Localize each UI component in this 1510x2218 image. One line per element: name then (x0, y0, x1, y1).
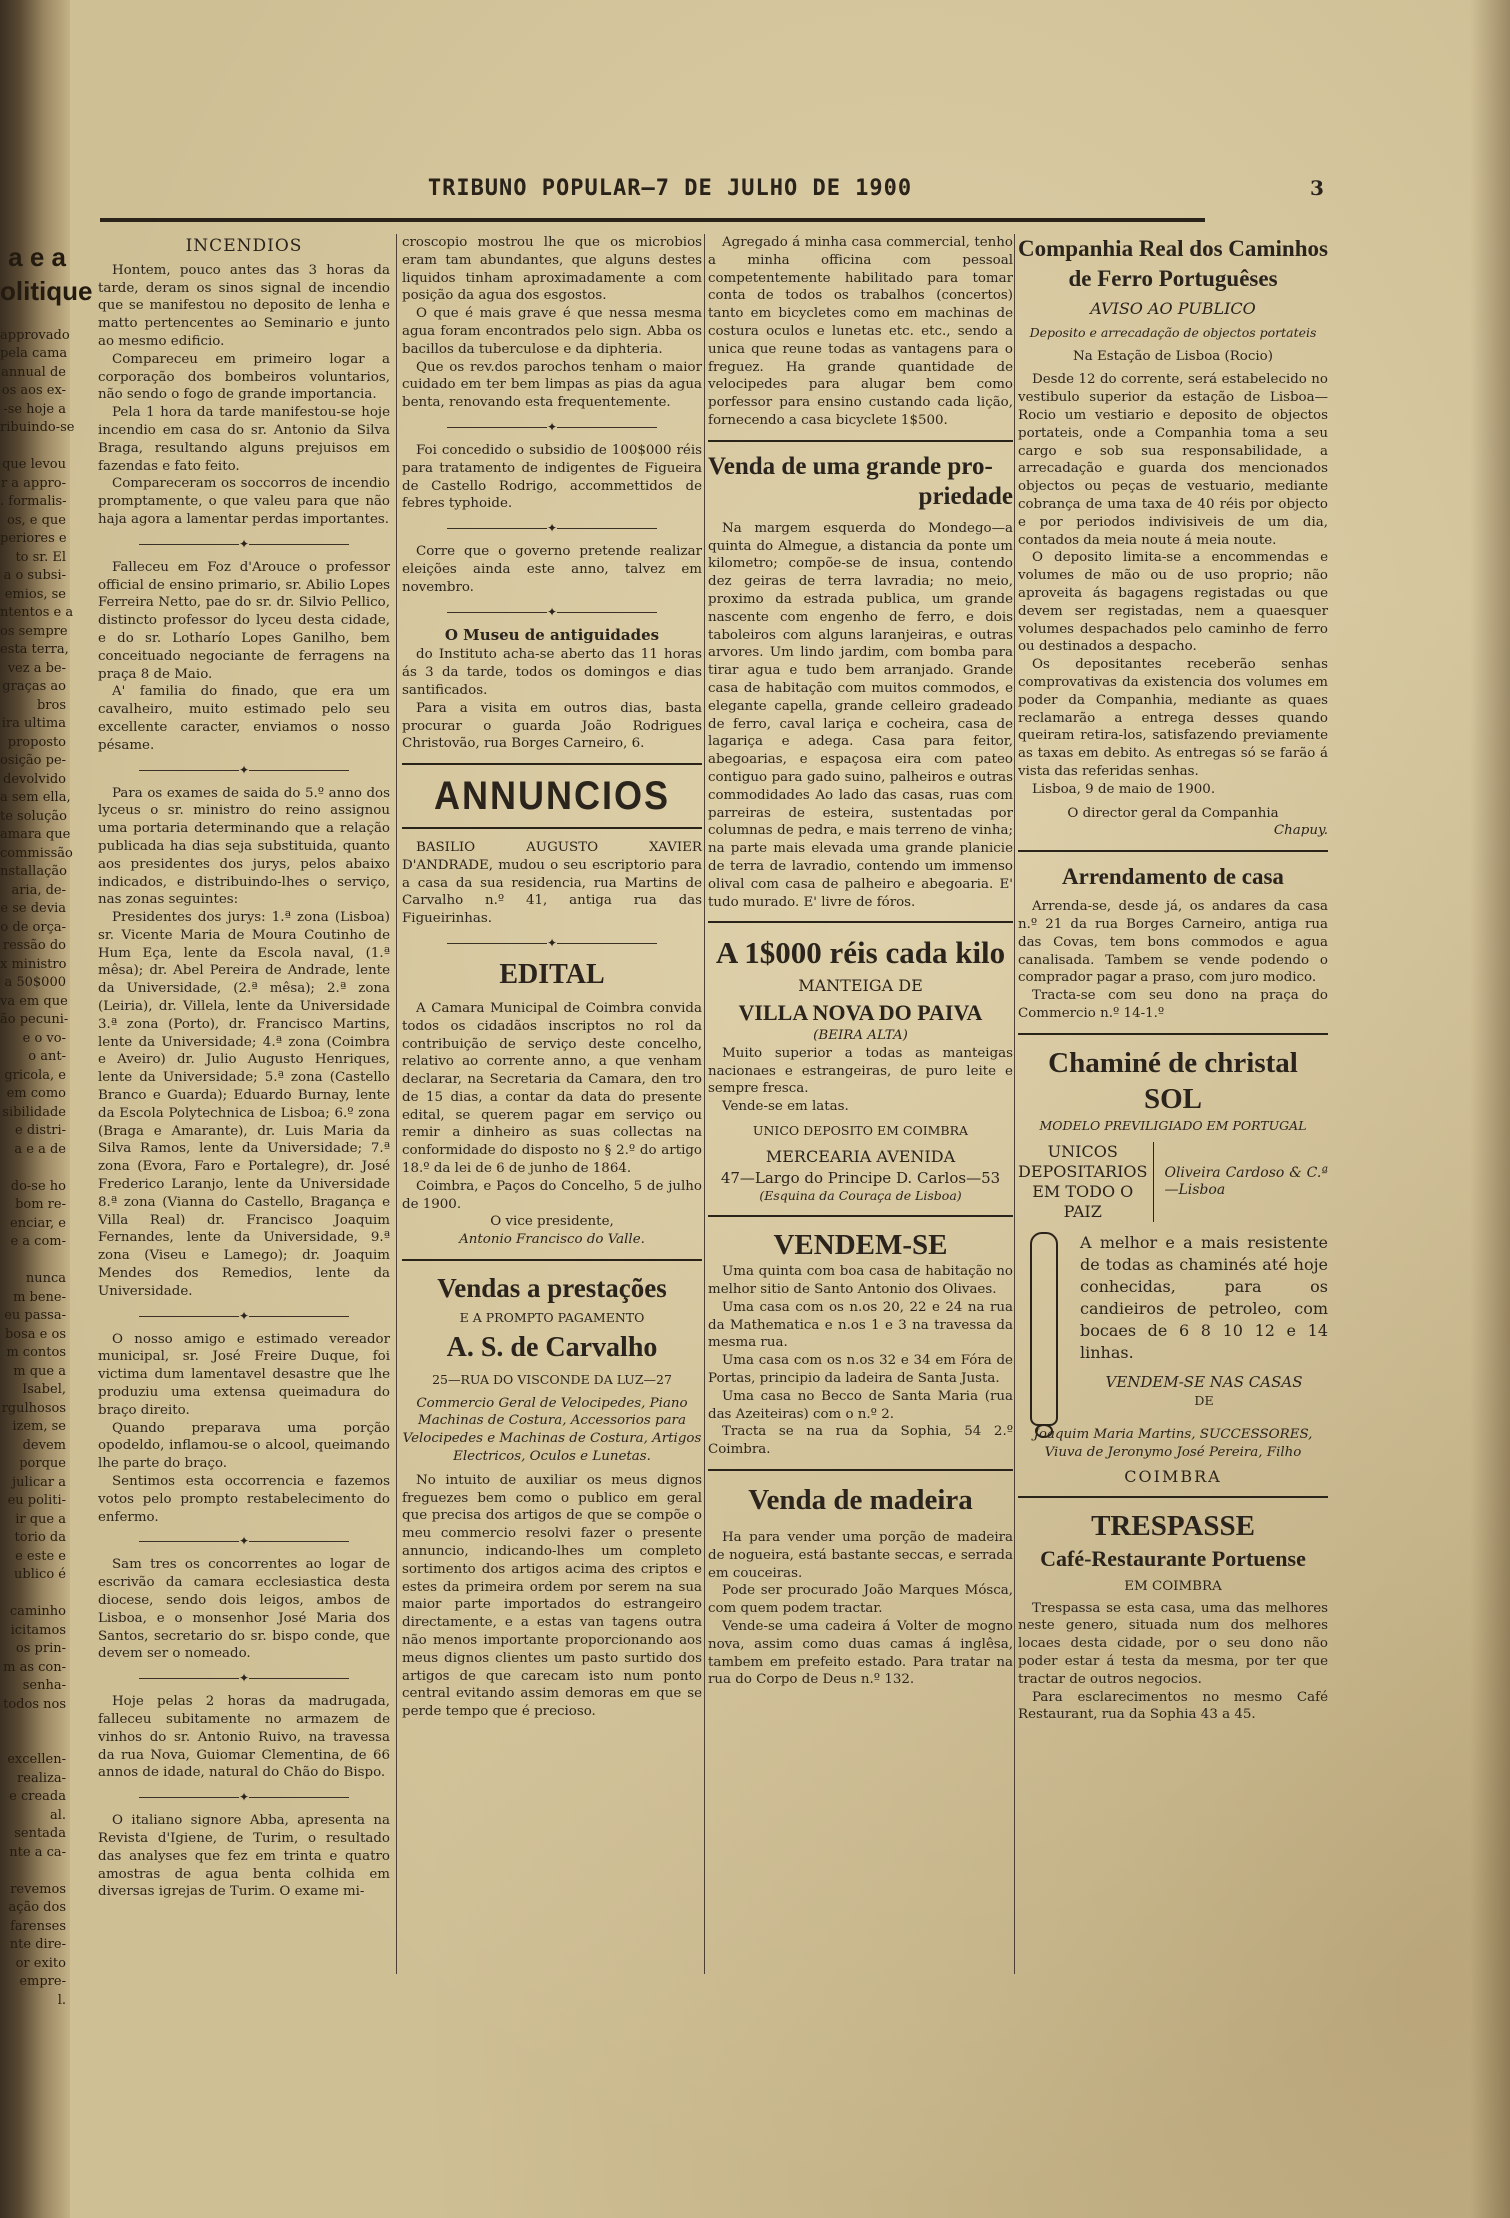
companhia-heading-2: de Ferro Portuguêses (1068, 266, 1278, 291)
edge-text-line: bros (36, 697, 66, 713)
article-paragraph: Corre que o governo pretende realizar eleições ainda este anno, talvez em novembro. (402, 544, 702, 595)
edge-text-line: do-se ho (10, 1178, 66, 1194)
edge-text-line: m as con- (3, 1659, 66, 1675)
column-4 (1018, 234, 1328, 1724)
ad-paragraph: O deposito limita-se a encommendas e volumes de mão ou de uso proprio; não aproveita ás bagagens registadas ou que devem ser registadas, nem a quaesquer volumes despachados pelo caminho de ferro ou destinados a despacho. (1018, 550, 1328, 655)
edge-text-line: proposto (7, 734, 66, 750)
edge-text-line: ressão do (2, 938, 66, 953)
edge-text-line: ntentos e a (0, 605, 74, 620)
edge-text-line: gricola, e (4, 1067, 66, 1083)
edge-text-line: sibilidade (2, 1104, 66, 1120)
article-paragraph: Para os exames de saida do 5.º anno dos lyceus o sr. ministro do reino assignou uma portaria determinando que a relação publicada ha dias seja substituida, quanto aos presidentes dos jurys, pelos abaixo indicados, e distribuindo-lhes o serviço, nas zonas seguintes: (98, 785, 390, 908)
ad-paragraph: Agregado á minha casa commercial, tenho a minha officina com pessoal competentemente habilitado para tomar conta de todos os trabalhos (concertos) tanto em bicycletes como em machinas de costura oculos e lunetas etc. etc., sendo a unica que reune todas as vantagens para o freguez. Ha grande quantidade de velocipedes para alugar bem como porfessor para ensino custando cada lição, fornecendo a casa bicyclete 1$500. (708, 235, 1013, 428)
kilo-heading: A 1$000 réis cada kilo (715, 935, 1006, 971)
edge-text-line: devem (22, 1437, 66, 1453)
edge-text-line: a sem ella, (0, 790, 71, 805)
edge-text-line: nte dire- (9, 1937, 66, 1952)
manteiga-heading: MANTEIGA DE (798, 976, 923, 996)
edge-text-line: aria, de- (11, 882, 66, 898)
column-divider (704, 234, 705, 1974)
villa-heading: VILLA NOVA DO PAIVA (738, 1000, 983, 1026)
edge-text-line: a e a (8, 242, 66, 272)
edge-text-line: devolvido (3, 771, 66, 787)
edge-text-line (0, 308, 66, 327)
unicos-line: UNICOS DEPOSITARIOS EM TODO O PAIZ (1018, 1142, 1154, 1222)
ad-paragraph: Uma casa com os n.os 32 e 34 em Fóra de Portas, principio da ladeira de Santa Justa. (708, 1353, 1013, 1387)
companhia-heading: Companhia Real dos Caminhos (1018, 236, 1328, 261)
ad-paragraph: No intuito de auxiliar os meus dignos freguezes bem como o publico em geral que precisa dos artigos de que se compõe o meu commercio resolvi fazer o presente annuncio, indicando-lhes um completo sortimento dos artigos acima des criptos e estes da primeira ordem por serem na sua maior parte importados do estrangeiro directamente, e a estas van tagens outra não menos importante proporcionando aos meus dignos clientes um pasto surtido dos artigos de que carecam isto num ponto central evitando assim demoras em que se perde tempo que é precioso. (402, 1472, 702, 1720)
carvalho-address: 25—RUA DO VISCONDE DA LUZ—27 (432, 1371, 672, 1387)
ad-paragraph: Desde 12 do corrente, será estabelecido no vestibulo superior da estação de Lisboa—Rocio um vestiario e deposito de objectos portateis, onde a Companhia toma a seu cargo e sob sua responsabilidade, a arrecadação e guarda dos mencionados objectos ou peças de vestuario, mediante cobrança de uma taxa de 40 réis por objecto e por periodos indivisiveis de um dia, contados da meia noute á meia noute. (1018, 372, 1328, 548)
separator: ✦ (402, 421, 702, 433)
ad-paragraph: BASILIO AUGUSTO XAVIER D'ANDRADE, mudou o seu escriptorio para a casa da sua residencia, rua Martins de Carvalho n.º 41, antiga rua das Figueirinhas. (402, 839, 702, 927)
edge-text-line (0, 1714, 66, 1733)
modelo-line: MODELO PREVILIGIADO EM PORTUGAL (1039, 1117, 1307, 1133)
deposito-line: UNICO DEPOSITO EM COIMBRA (752, 1123, 969, 1139)
article-paragraph: Foi concedido o subsidio de 100$000 réis para tratamento de indigentes de Figueira de Castello Rodrigo, accommettidos de febres typhoide. (402, 442, 702, 512)
beira-alta: (BEIRA ALTA) (813, 1028, 908, 1044)
edge-text-line: realiza- (17, 1770, 66, 1786)
edge-text-line: os prin- (15, 1641, 66, 1656)
section-rule (1018, 850, 1328, 852)
edge-text-line: os, e que (7, 512, 66, 528)
edge-text-line: porque (19, 1456, 66, 1471)
coimbra-line: COIMBRA (1124, 1467, 1222, 1487)
edge-text-line: bom re- (15, 1197, 66, 1212)
article-paragraph: do Instituto acha-se aberto das 11 horas ás 3 da tarde, todos os domingos e dias santificados. (402, 647, 702, 698)
edge-text-line: x ministro (0, 956, 67, 972)
edge-text-line: al. (49, 1807, 66, 1823)
ad-signature: Chapuy. (1273, 823, 1328, 839)
ad-paragraph: Tracta-se com seu dono na praça do Commercio n.º 14-1.º (1018, 988, 1328, 1021)
article-paragraph: Compareceu em primeiro logar a corporação dos bombeiros voluntarios, não sendo o fogo de grande importancia. (98, 351, 390, 403)
edge-text-line: pela cama (0, 346, 68, 361)
lamp-chimney-icon (1030, 1232, 1058, 1426)
section-rule (708, 921, 1013, 923)
edge-text-line: approvado (0, 327, 70, 343)
article-paragraph: O que é mais grave é que nessa mesma agua foram encontrados pelo sign. Abba os bacillos da tuberculose e da diphteria. (402, 306, 702, 357)
edge-text-line: amara que (0, 827, 71, 842)
edge-text-line: ir que a (15, 1511, 66, 1527)
column-2 (402, 234, 702, 1721)
cafe-heading: Café-Restaurante Portuense (1040, 1545, 1306, 1571)
article-paragraph: Falleceu em Foz d'Arouce o professor official de ensino primario, sr. Abilio Lopes Ferreira Netto, pae do sr. dr. Silvio Pellico, distincto professor do lyceu desta cidade, e do sr. Lotharío Lopes Ganilho, bem conceituado negociante de ferragens na praça 8 de Maio. (98, 559, 390, 682)
previous-page-edge-text (0, 240, 93, 2008)
ad-paragraph: A melhor e a mais resistente de todas as chaminés até hoje conhecidas, para os candieiros de petroleo, com bocaes de 6 8 10 12 e 14 linhas. (1080, 1233, 1328, 1363)
edge-text-line: vez a be- (7, 660, 66, 676)
ad-paragraph: Uma casa com os n.os 20, 22 e 24 na rua da Mathematica e n.os 1 e 3 na travessa da mesma rua. (708, 1299, 1013, 1351)
edge-text-line: nunca (25, 1271, 66, 1286)
edge-text-line: o de orça- (0, 919, 66, 935)
ad-paragraph: Na margem esquerda do Mondego—a quinta do Almegue, a distancia da ponte um kilometro; compõe-se de insua, contendo dez geiras de terra lavradia; no meio, proximo da estrada publica, um grande nascente com engenho de ferro, e dois taboleiros com alguns laranjeiras, e outras arvores. Um lindo jardim, com bomba para tirar agua e tudo bem arranjado. Grande casa de habitação com muitos commodos, e elegante capella, grande celleiro gradeado de ferro, caval lariça e cocheira, casa de lagariça e adega. Casa para feitor, abegoarias, e espaçosa eira com pateo contiguo para gado suino, palheiros e outras commodidades Ao lado das casas, ruas com parreiras de esteira, sustentadas por columnas de pedra, e mais terreno de vinha; na parte mais elevada uma grande planicie de terra de lavradio, contendo um immenso olival com casa de palheiro e abegoaria. E' tudo murado. E' livre de fóros. (708, 520, 1013, 910)
edge-text-line: osição pe- (0, 753, 67, 768)
esquina-address: (Esquina da Couraça de Lisboa) (759, 1188, 962, 1204)
edge-text-line: o ant- (28, 1049, 66, 1064)
separator: ✦ (98, 1791, 390, 1803)
edge-text-line: m bene- (13, 1289, 66, 1305)
ad-signature: Antonio Francisco do Valle. (459, 1232, 645, 1248)
section-rule (402, 1259, 702, 1261)
edge-text-line: e creada (9, 1789, 66, 1804)
separator: ✦ (98, 1535, 390, 1547)
header-rule (100, 218, 1205, 222)
edge-text-line: izem, se (12, 1419, 66, 1434)
edge-text-line (0, 1252, 66, 1271)
vendem-line: VENDEM-SE NAS CASAS (1105, 1373, 1303, 1392)
edge-text-line: annual de (1, 364, 66, 380)
ad-paragraph: Tracta se na rua da Sophia, 54 2.º Coimbra. (708, 1424, 1013, 1458)
deposito-subheading: Deposito e arrecadação de objectos portateis (1029, 324, 1317, 340)
column-divider (1014, 234, 1015, 1974)
edge-text-line: farenses (10, 1918, 66, 1934)
section-rule (708, 1469, 1013, 1471)
section-rule (1018, 1033, 1328, 1035)
edge-text-line: . formalis- (0, 494, 67, 509)
carvalho-heading: A. S. de Carvalho (446, 1331, 658, 1363)
edge-text-line: icitamos (10, 1622, 66, 1638)
section-rule (1018, 1496, 1328, 1498)
edge-text-line: ação dos (8, 1900, 66, 1915)
ad-paragraph: O director geral da Companhia (1067, 805, 1279, 821)
edge-text-line: commissão (0, 845, 73, 861)
article-paragraph: Compareceram os soccorros de incendio promptamente, o que valeu para que não haja agora a lamentar perdas importantes. (98, 476, 390, 527)
edge-text-line: ublico é (14, 1567, 66, 1582)
madeira-heading: Venda de madeira (748, 1484, 973, 1517)
page-header-title: TRIBUNO POPULAR—7 DE JULHO DE 1900 (427, 176, 913, 201)
separator: ✦ (98, 764, 390, 776)
separator: ✦ (402, 522, 702, 534)
article-paragraph: Para a visita em outros dias, basta procurar o guarda João Rodrigues Christovão, rua Borges Carneiro, 6. (402, 700, 702, 752)
section-rule (708, 440, 1013, 442)
article-paragraph: Pela 1 hora da tarde manifestou-se hoje incendio em casa do sr. Antonio da Silva Braga, resultando alguns prejuisos em fazendas e fato feito. (98, 405, 390, 474)
edge-text-line: l. (57, 1992, 66, 2008)
page-number: 3 (1310, 176, 1324, 200)
ad-paragraph: Commercio Geral de Velocipedes, Piano Machinas de Costura, Accessorios para Velocipedes e Machinas de Costura, Artigos Electricos, Oculos e Lunetas. (402, 1395, 702, 1465)
edge-text-line: ribuindo-se (0, 420, 75, 435)
article-paragraph: Sam tres os concorrentes ao logar de escrivão da camara ecclesiastica desta diocese, sendo dois leigos, ambos de Lisboa, e o monsenhor José Maria dos Santos, secretario do sr. bispo conde, que devem ser o nomeado. (98, 1557, 390, 1662)
ad-paragraph: Para esclarecimentos no mesmo Café Restaurant, rua da Sophia 43 a 45. (1018, 1689, 1328, 1723)
edge-text-line (0, 1585, 66, 1604)
oliveira-line: Oliveira Cardoso & C.ª—Lisboa (1164, 1164, 1328, 1199)
ad-paragraph: Arrenda-se, desde já, os andares da casa n.º 21 da rua Borges Carneiro, antiga rua das Covas, tem bons commodos e agua canalisada. Tambem se vende podendo o comprador pagar a praso, com juro modico. (1018, 899, 1328, 986)
edge-text-line: torio da (14, 1530, 66, 1545)
edge-text-line: enciar, e (10, 1215, 66, 1231)
edge-text-line: olitique (0, 276, 93, 306)
chamine-heading: Chaminé de christal SOL (1048, 1046, 1298, 1115)
ad-paragraph: A Camara Municipal de Coimbra convida todos os cidadãos inscriptos no rol da contribuição de serviço deste concelho, relativo ao corrente anno, a que venham declarar, na Secretaria da Camara, den tro de 15 dias, a contar da data do presente edital, se querem pagar em serviço ou remir a dinheiro as suas collectas na conformidade do disposto no § 2.º do artigo 18.º da lei de 6 de junho de 1864. (402, 1000, 702, 1177)
ad-paragraph: Vende-se uma cadeira á Volter de mogno nova, assim como duas camas á inglêsa, tambem em prefeito estado. Para tratar na rua do Corpo de Deus n.º 132. (708, 1619, 1013, 1688)
edge-text-line: r a appro- (0, 475, 66, 491)
edge-text-line: eu politi- (7, 1493, 66, 1508)
edge-text-line: ira ultima (1, 716, 66, 731)
ad-paragraph: Uma quinta com boa casa de habitação no melhor sitio de Santo Antonio dos Olivaes. (708, 1264, 1013, 1298)
largo-address: 47—Largo do Principe D. Carlos—53 (720, 1168, 1001, 1187)
trespasse-heading: TRESPASSE (1091, 1509, 1255, 1542)
edge-text-line: graças ao (2, 679, 66, 694)
separator: ✦ (402, 937, 702, 949)
separator: ✦ (98, 1310, 390, 1322)
edge-text-line: va em que (0, 993, 68, 1009)
edge-text-line: or exito (15, 1955, 66, 1971)
article-paragraph: Presidentes dos jurys: 1.ª zona (Lisboa) sr. Vicente Maria de Moura Coutinho de Hum Eça, lente da Escola naval, (1.ª mêsa); dr. Abel Pereira de Andrade, lente da Universidade, (2.ª mêsa); 2.ª zona (Leiria), dr. Villela, lente da Universidade 3.ª zona (Porto), dr. Francisco Martins, lente da Universidade; 4.ª zona (Coimbra e Aveiro) dr. Julio Augusto Henriques, lente da Universidade; 5.ª zona (Castello Branco e Guarda); Eduardo Burnay, lente da Escola Polytechnica de Lisboa; 6.º zona (Braga e Amarante), dr. Luis Maria da Silva Ramos, lente da Universidade; 7.ª zona (Evora, Faro e Portalegre), dr. José Frederico Laranjo, lente da Universidade 8.ª zona (Vianna do Castello, Bragança e Villa Real) dr. Francisco Joaquim Fernandes, lente da Universidade, 9.ª zona (Viseu e Lamego); dr. Joaquim Mendes dos Remedios, lente da Universidade. (98, 910, 390, 1299)
edge-text-line: ão pecuni- (0, 1012, 69, 1027)
edge-text-line (0, 1733, 66, 1752)
edge-text-line: que levou (2, 457, 66, 472)
page-right-edge (1470, 0, 1510, 2218)
edge-text-line: te solução (0, 808, 67, 824)
edge-text-line: m contos (6, 1345, 66, 1360)
edge-text-line (0, 1862, 66, 1881)
edge-text-line: e se devia (0, 901, 66, 916)
edge-text-line: julicar a (12, 1474, 66, 1490)
depositarios-block (1018, 1142, 1328, 1222)
edge-text-line: nte a ca- (9, 1844, 66, 1860)
annuncios-heading: ANNUNCIOS (433, 773, 670, 819)
edge-text-line: Isabel, (22, 1382, 66, 1397)
edge-text-line: periores e (0, 531, 67, 546)
em-coimbra-line: EM COIMBRA (1124, 1578, 1222, 1594)
column-divider (396, 234, 397, 1974)
edge-text-line: a o subsi- (3, 568, 66, 583)
separator: ✦ (402, 606, 702, 618)
section-rule (708, 1215, 1013, 1217)
edge-text-line: rgulhosos (1, 1400, 66, 1416)
incendios-heading: INCENDIOS (185, 236, 303, 256)
edge-text-line: empre- (19, 1974, 66, 1989)
edge-text-line: esta terra, (0, 642, 69, 657)
ad-paragraph: Pode ser procurado João Marques Mósca, com quem podem tractar. (708, 1583, 1013, 1617)
ad-paragraph: Coimbra, e Paços do Concelho, 5 de julho de 1900. (402, 1178, 702, 1212)
edge-text-line (0, 1159, 66, 1178)
mercearia-heading: MERCEARIA AVENIDA (765, 1146, 956, 1166)
venda-propriedade-heading: Venda de uma grande pro- (708, 452, 993, 480)
edge-text-line: os aos ex- (1, 383, 66, 398)
separator: ✦ (98, 1672, 390, 1684)
ad-paragraph: Uma casa no Becco de Santa Maria (rua das Azeiteiras) com o n.º 2. (708, 1388, 1013, 1422)
column-3 (708, 234, 1013, 1689)
museu-heading: O Museu de antiguidades (444, 625, 660, 644)
vendas-subheading: E A PROMPTO PAGAMENTO (459, 1310, 645, 1326)
article-paragraph: O nosso amigo e estimado vereador municipal, sr. José Freire Duque, foi victima dum lamentavel desastre que lhe produziu uma extensa queimadura do braço direito. (98, 1331, 390, 1418)
vendem-heading: VENDEM-SE (773, 1229, 948, 1262)
edge-text-line: e este e (15, 1548, 66, 1564)
edge-text-line: caminho (9, 1604, 66, 1619)
edge-text-line: e a com- (10, 1234, 66, 1249)
edge-text-line: a e a de (14, 1141, 66, 1157)
ad-paragraph: Trespassa se esta casa, uma das melhores neste genero, situada num dos melhores locaes desta cidade, por o seu dono não poder estar á testa da mesma, por ter que tractar de outros negocios. (1018, 1600, 1328, 1687)
section-rule (402, 827, 702, 829)
venda-propriedade-heading-2: priedade (918, 482, 1013, 510)
edge-text-line: excellen- (7, 1752, 66, 1767)
vendas-heading: Vendas a prestações (437, 1273, 667, 1304)
article-paragraph: Quando preparava uma porção opodeldo, inflamou-se o alcool, queimando lhe parte do braço. (98, 1420, 390, 1472)
article-paragraph: O italiano signore Abba, apresenta na Revista d'Igiene, de Turim, o resultado das analyses que fez em trinta e quatro amostras de agua benta colhida em diversas igrejas de Turim. O exame mi- (98, 1813, 390, 1900)
edge-text-line: revemos (10, 1881, 66, 1897)
edge-text-line: em como (6, 1086, 66, 1101)
article-paragraph: Hoje pelas 2 horas da madrugada, falleceu subitamente no armazem de vinhos do sr. Antonio Ruivo, na travessa da rua Nova, Guiomar Clementina, de 66 annos de idade, natural do Chão do Bispo. (98, 1694, 390, 1781)
article-paragraph: croscopio mostrou lhe que os microbios eram tam abundantes, que alguns destes liquidos tinham aproximadamente a com posição da agua dos esgostos. (402, 235, 702, 304)
edge-text-line: emios, se (4, 586, 66, 602)
ad-paragraph: Vende-se em latas. (722, 1099, 849, 1115)
edge-text-line: eu passa- (4, 1308, 66, 1323)
edge-text-line: nstallação (0, 864, 67, 879)
ad-paragraph: Muito superior a todas as manteigas nacionaes e estrangeiras, de puro leite e sempre fresca. (708, 1045, 1013, 1097)
separator: ✦ (98, 538, 390, 550)
edge-text-line: e distri- (15, 1123, 66, 1138)
edge-text-line: os sempre (0, 623, 68, 639)
edge-text-line: e o vo- (22, 1030, 66, 1046)
joaquim-line: Joaquim Maria Martins, SUCCESSORES, Viuva de Jeronymo José Pereira, Filho (1033, 1427, 1313, 1461)
article-paragraph: A' familia do finado, que era um cavalheiro, muito estimado pelo seu excellente caracter, enviamos o nosso pésame. (98, 684, 390, 753)
de-line: DE (1194, 1393, 1214, 1409)
ad-paragraph: Lisboa, 9 de maio de 1900. (1032, 781, 1216, 797)
edge-text-line: to sr. El (15, 549, 66, 565)
edge-text-line: senha- (22, 1678, 66, 1693)
arrendamento-heading: Arrendamento de casa (1062, 864, 1284, 890)
edital-heading: EDITAL (499, 958, 605, 990)
column-1 (98, 234, 390, 1901)
edge-text-line: sentada (14, 1826, 66, 1841)
article-paragraph: Hontem, pouco antes das 3 horas da tarde, deram os sinos signal de incendio que se manifestou no deposito de lenha e matto pertencentes ao Seminario e junto ao mesmo edificio. (98, 262, 390, 349)
edge-text-line (0, 438, 66, 457)
ad-paragraph: Ha para vender uma porção de madeira de nogueira, está bastante seccas, e serrada em couceiras. (708, 1530, 1013, 1581)
edge-text-line: todos nos (3, 1696, 66, 1712)
article-paragraph: Que os rev.dos parochos tenham o maior cuidado em ter bem limpas as pias da agua benta, renovando esta frequentemente. (402, 359, 702, 411)
edge-text-line: -se hoje a (3, 401, 66, 417)
edge-text-line: a 50$000 (4, 975, 66, 990)
aviso-heading: AVISO AO PUBLICO (1090, 299, 1256, 318)
ad-paragraph: O vice presidente, (490, 1214, 614, 1230)
article-paragraph: Sentimos esta occorrencia e fazemos votos pelo prompto restabelecimento do enfermo. (98, 1474, 390, 1525)
section-rule (402, 763, 702, 765)
estacao-line: Na Estação de Lisboa (Rocio) (1073, 348, 1273, 364)
ad-paragraph: Os depositantes receberão senhas comprovativas da existencia dos volumes em poder da Companhia, mediante as quaes reclamarão a entrega desses quando queiram retira-los, satisfazendo previamente as taxas em debito. As entregas só se farão á vista das referidas senhas. (1018, 657, 1328, 779)
edge-text-line: m que a (13, 1363, 66, 1379)
edge-text-line: bosa e os (4, 1326, 66, 1342)
